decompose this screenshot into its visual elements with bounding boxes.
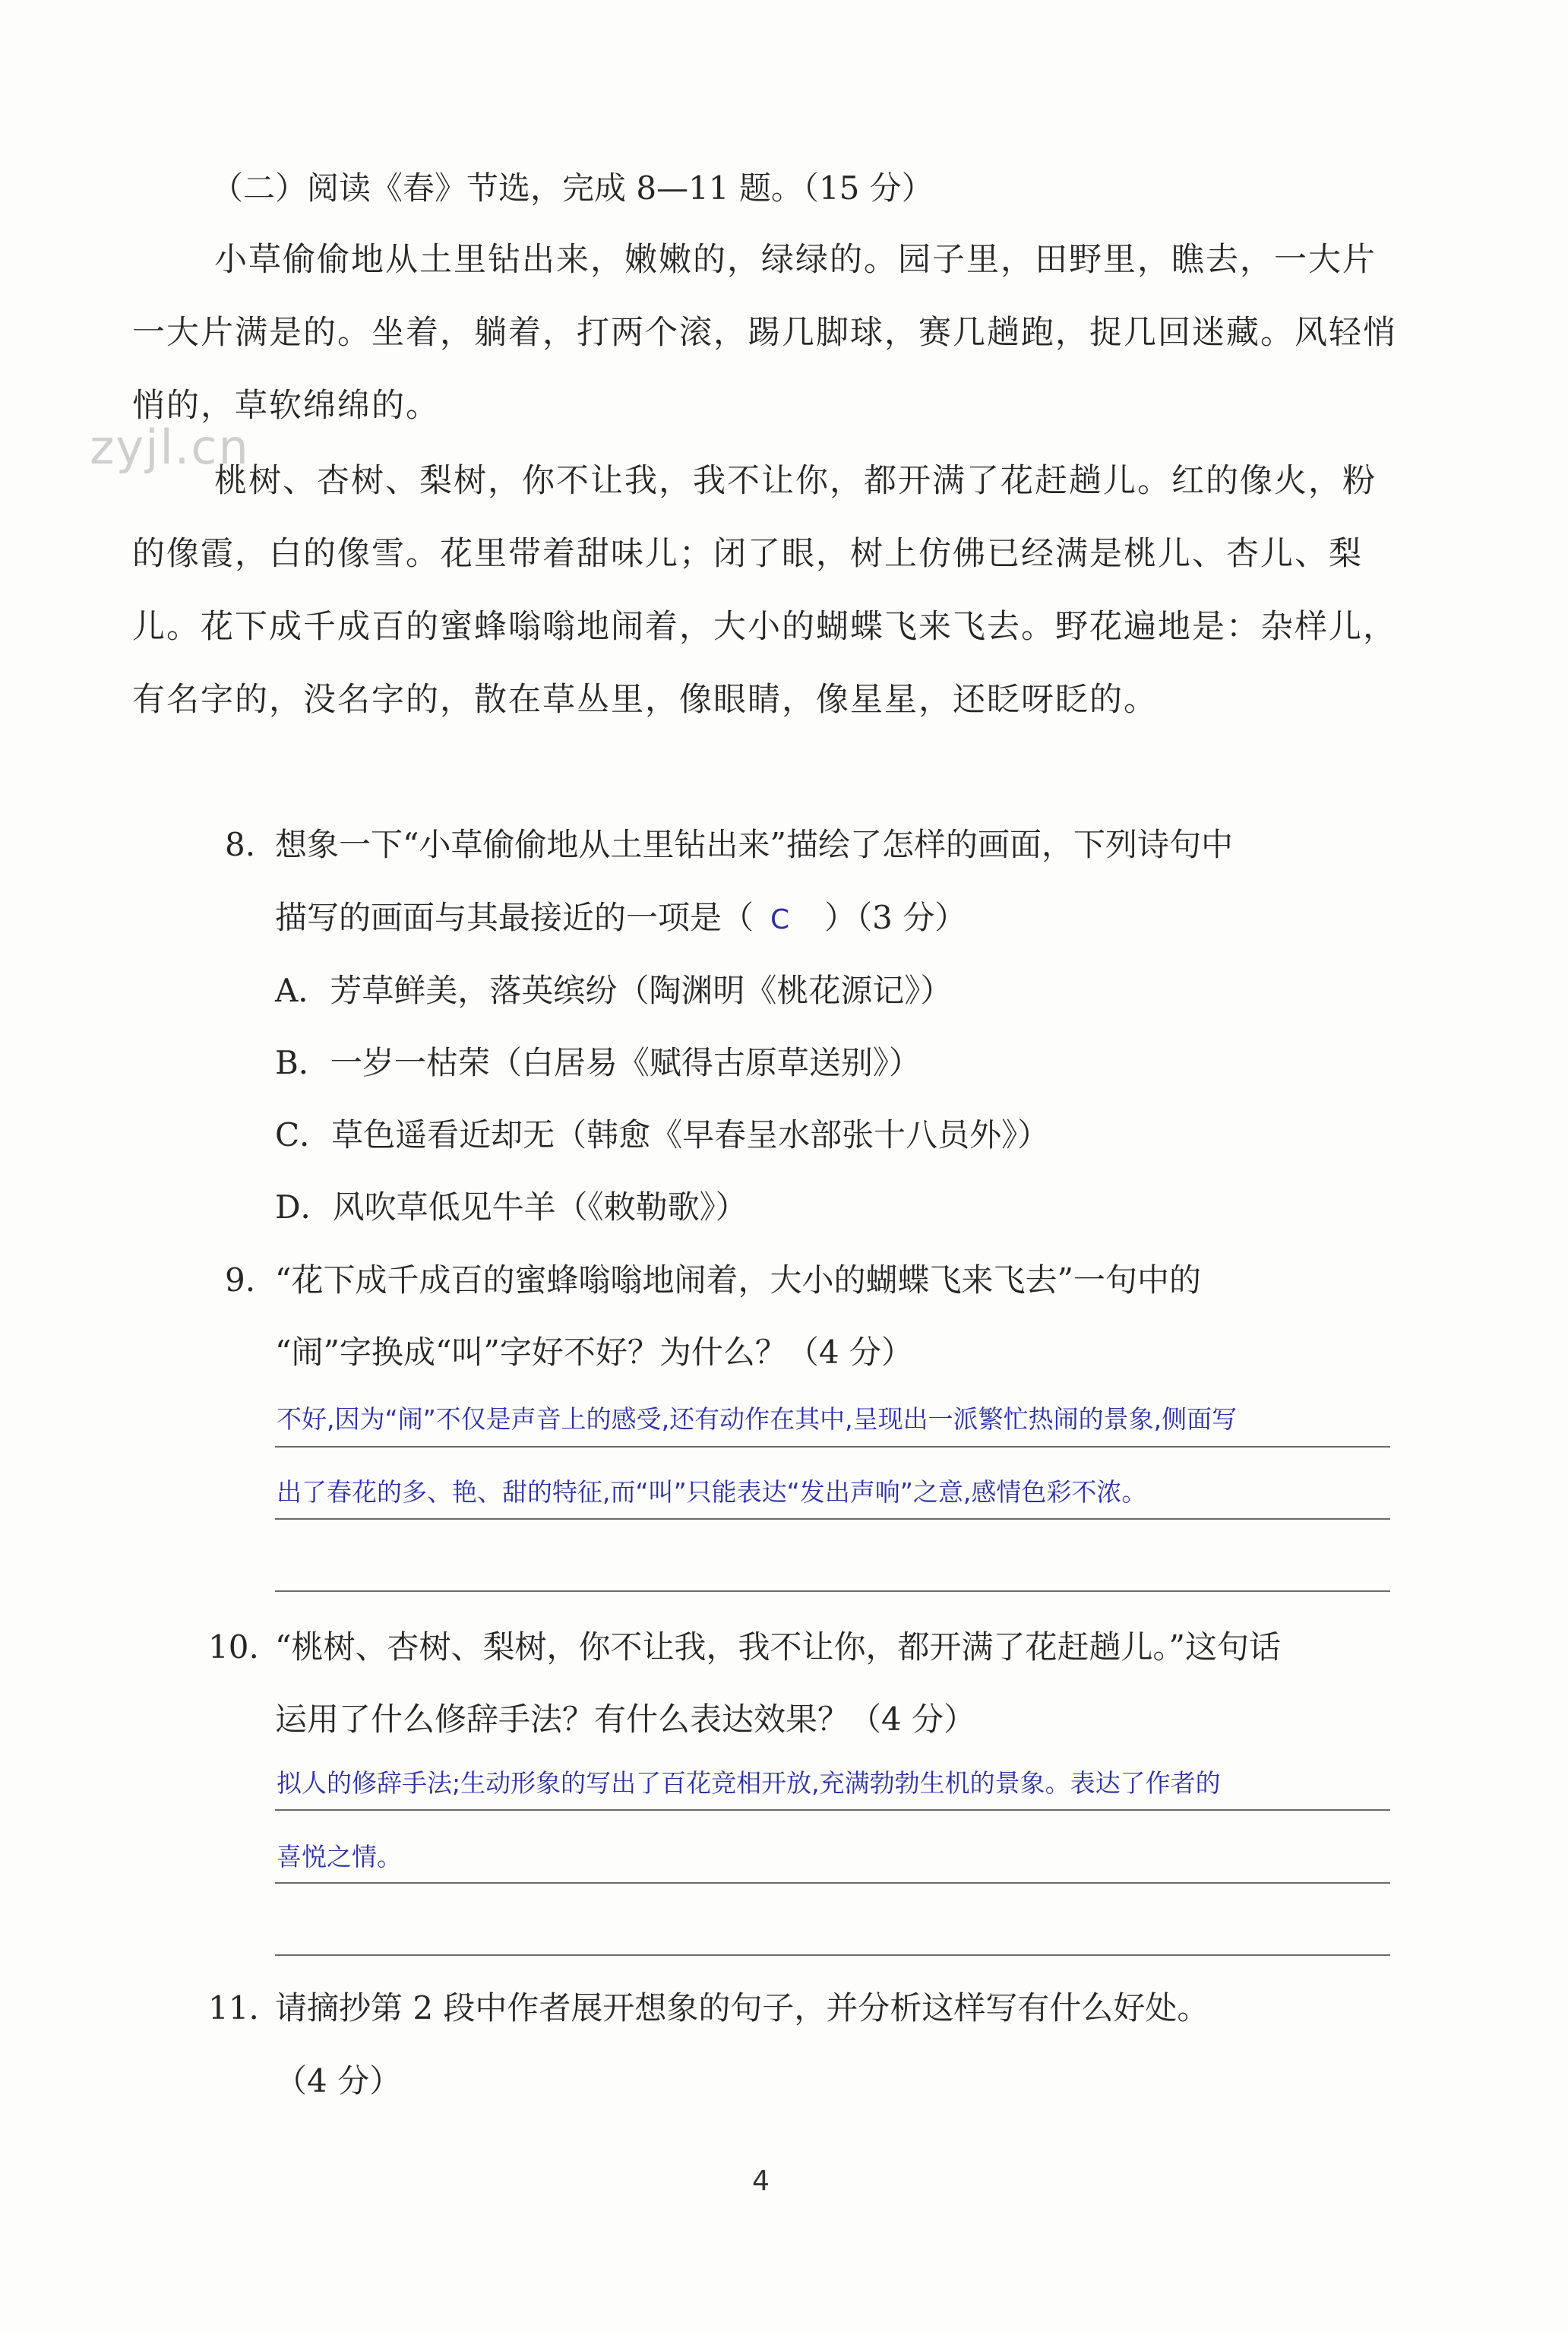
page-number: 4 (752, 2166, 770, 2197)
option-b: B．一岁一枯荣（白居易《赋得古原草送别》） (275, 1044, 921, 1081)
option-c: C．草色遥看近却无（韩愈《早春呈水部张十八员外》） (275, 1116, 1050, 1153)
question-10-answer-line-1: 拟人的修辞手法;生动形象的写出了百花竞相开放,充满勃勃生机的景象。表达了作者的 (277, 1768, 1221, 1798)
watermark-text: zyjl.cn (90, 419, 250, 475)
question-8-answer: C (770, 904, 790, 935)
answer-rule (275, 1809, 1390, 1811)
question-9-line-1: “花下成千成百的蜜蜂嗡嗡地闹着，大小的蝴蝶飞来飞去”一句中的 (275, 1261, 1201, 1299)
section-heading: （二）阅读《春》节选，完成 8—11 题。（15 分） (211, 169, 934, 207)
question-9-line-2: “闹”字换成“叫”字好不好？为什么？（4 分） (275, 1334, 913, 1371)
question-9-answer-line-1: 不好,因为“闹”不仅是声音上的感受,还有动作在其中,呈现出一派繁忙热闹的景象,侧面写 (277, 1404, 1238, 1434)
question-8-prompt: 描写的画面与其最接近的一项是（ (275, 899, 754, 936)
question-10-number: 10. (208, 1628, 259, 1666)
question-8-line-2 (275, 897, 966, 941)
question-10-line-1: “桃树、杏树、梨树，你不让我，我不让你，都开满了花赶趟儿。”这句话 (275, 1628, 1281, 1666)
answer-rule (275, 1954, 1390, 1956)
answer-rule (275, 1590, 1390, 1592)
passage-paragraph-2: 桃树、杏树、梨树，你不让我，我不让你，都开满了花赶趟儿。红的像火，粉的像霞，白的像雪。花里带着甜味儿；闭了眼，树上仿佛已经满是桃儿、杏儿、梨儿。花下成千成百的蜜蜂嗡嗡地闹着，大小的蝴蝶飞来飞去。野花遍地是：杂样儿，有名字的，没名字的，散在草丛里，像眼睛，像星星，还眨呀眨的。 (132, 462, 1397, 719)
question-8-line-1: 想象一下“小草偷偷地从土里钻出来”描绘了怎样的画面，下列诗句中 (275, 826, 1233, 863)
question-11-number: 11. (208, 1989, 259, 2027)
option-a: A．芳草鲜美，落英缤纷（陶渊明《桃花源记》） (275, 972, 953, 1009)
question-9-number: 9. (225, 1261, 256, 1299)
option-d: D．风吹草低见牛羊（《敕勒歌》） (275, 1188, 748, 1226)
question-10-line-2: 运用了什么修辞手法？有什么表达效果？（4 分） (275, 1701, 976, 1738)
passage-paragraph-1: 小草偷偷地从土里钻出来，嫩嫩的，绿绿的。园子里，田野里，瞧去，一大片一大片满是的。坐着，躺着，打两个滚，踢几脚球，赛几趟跑，捉几回迷藏。风轻悄悄的，草软绵绵的。 (132, 241, 1397, 425)
answer-rule (275, 1518, 1390, 1520)
question-8-number: 8. (225, 826, 256, 863)
question-11-line-1: 请摘抄第 2 段中作者展开想象的句子，并分析这样写有什么好处。 (275, 1989, 1209, 2027)
answer-rule (275, 1446, 1390, 1448)
question-9-answer-line-2: 出了春花的多、艳、甜的特征,而“叫”只能表达“发出声响”之意,感情色彩不浓。 (277, 1477, 1147, 1507)
question-11-line-2: （4 分） (275, 2062, 402, 2099)
question-10-answer-line-2: 喜悦之情。 (277, 1842, 402, 1872)
question-8-score: ）（3 分） (824, 899, 967, 936)
answer-rule (275, 1882, 1390, 1884)
